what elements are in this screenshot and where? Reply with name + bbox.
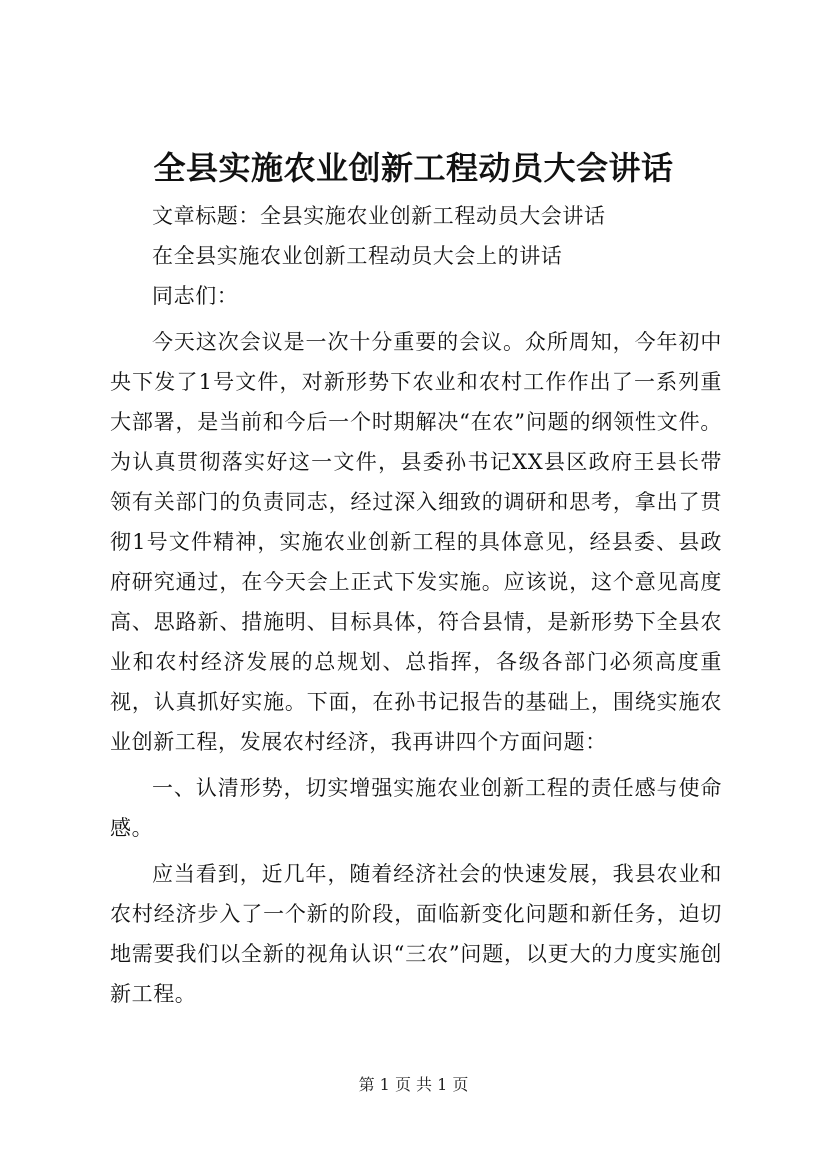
page-footer: 第 1 页 共 1 页 (358, 1075, 469, 1094)
document-body (110, 196, 722, 1014)
speech-heading: 在全县实施农业创新工程动员大会上的讲话 (152, 244, 563, 268)
salutation: 同志们： (152, 284, 239, 308)
body-paragraph: 今天这次会议是一次十分重要的会议。众所周知，今年初中央下发了1号文件，对新形势下农业和农村工作作出了一系列重大部署，是当前和今后一个时期解决“在农”问题的纲领性文件。为认真贯彻落实好这一文件，县委孙书记XX县区政府王县长带领有关部门的负责同志，经过深入细致的调研和思考，拿出了贯彻1号文件精神，实施农业创新工程的具体意见，经县委、县政府研究通过，在今天会上正式下发实施。应该说，这个意见高度高、思路新、措施明、目标具体，符合县情，是新形势下全县农业和农村经济发展的总规划、总指挥，各级各部门必须高度重视，认真抓好实施。下面，在孙书记报告的基础上，围绕实施农业创新工程，发展农村经济，我再讲四个方面问题： (110, 330, 722, 754)
document-title: 全县实施农业创新工程动员大会讲话 (153, 149, 674, 187)
body-paragraph: 应当看到，近几年，随着经济社会的快速发展，我县农业和农村经济步入了一个新的阶段，面临新变化问题和新任务，迫切地需要我们以全新的视角认识“三农”问题，以更大的力度实施创新工程。 (110, 862, 722, 1006)
article-title-line: 文章标题：全县实施农业创新工程动员大会讲话 (152, 204, 606, 228)
section-heading: 一、认清形势，切实增强实施农业创新工程的责任感与使命感。 (110, 776, 722, 840)
